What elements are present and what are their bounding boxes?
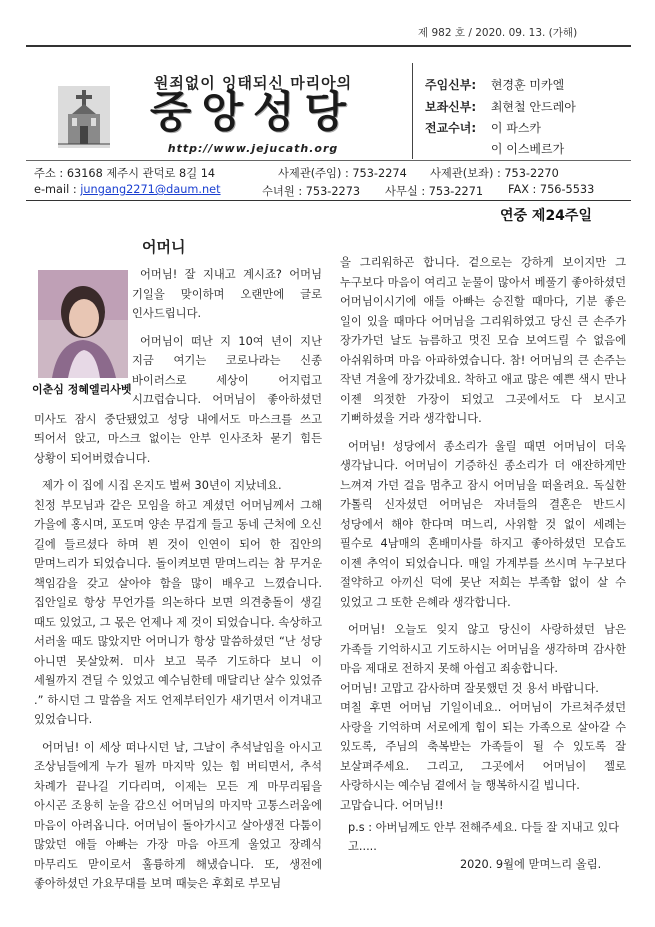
article-paragraph: 어머님! 오늘도 잊지 않고 당신이 사랑하셨던 남은 가족들 기억하시고 기도하시는 어머님을 생각하며 감사한 마음 제대로 전하지 못해 아쉽고 죄송합니다. 어머님! 고맙고 감사하며 잘못했던 것 용서 바랍니다. 며칠 후면 어머님 기일이네요.. 어머님이 가르쳐주셨던 사랑을 기억하며 서로에게 힘이 되는 가족으로 살아갈 수 있도록, 주님의 축복받는 가족들이 될 수 있도록 잘 보살펴주세요. 그리고, 그곳에서 어머님이 젤로 사랑하시는 예수님 곁에서 늘 행복하시길 빕니다. 고맙습니다. 어머님!! bbox=[340, 623, 626, 812]
staff-role: 전교수녀: bbox=[425, 121, 477, 135]
address: 주소 : 63168 제주시 관덕로 8길 14 bbox=[34, 167, 216, 180]
rectory-assistant-phone: 사제관(보좌) : 753-2270 bbox=[430, 167, 559, 180]
author-photo bbox=[38, 270, 128, 378]
newsletter-title: 중앙성당 bbox=[149, 88, 357, 138]
article-column-right bbox=[340, 253, 626, 823]
header-divider bbox=[412, 63, 413, 159]
header-rule-bottom bbox=[26, 200, 631, 201]
email-link[interactable]: jungang2271@daum.net bbox=[80, 183, 221, 196]
article-paragraph: 어머님! 이 세상 떠나시던 날, 그날이 추석날임을 아시고 조상님들에게 누가 될까 마지막 있는 힘 버티면서, 추석 차례가 끝나길 기다리며, 이제는 모든 게 마무리됨을 아시곤 조용히 눈을 감으신 어머님의 마지막 고통스러움에 마음이 아려옵니다. 어머님이 돌아가시고 살아생전 다툼이 많았던 애들 아빠는 가장 마음 아프게 울었고 장례식 마무리도 맏이로서 훌륭하게 해냈습니다. 또, 생전에 좋아하셨던 가요무대를 보며 때늦은 후회로 부모님 bbox=[34, 740, 322, 890]
staff-name: 최현철 안드레아 bbox=[490, 100, 576, 114]
staff-name: 현경훈 미카엘 bbox=[490, 78, 565, 92]
article-paragraph: 을 그리워하곤 합니다. 겉으로는 강하게 보이지만 그 누구보다 마음이 여리고 눈물이 많아서 베풀기 좋아하셨던 어머님이시기에 애들 아빠는 승진할 때마다, 기분 좋은 일이 있을 때마다 어머님을 그리워하였고 당신 큰 손주가 장가가던 날도 늠름하고 멋진 모습 보여드릴 수 없음에 아쉬워하며 마음 아파하였습니다. 참! 어머님의 큰 손주는 작년 겨울에 장가갔네요. 착하고 애교 많은 예쁜 색시 만나 이젠 의젓한 가장이 되었고 그곳에서도 다 보시고 기뻐하셨을 거라 생각합니다. bbox=[340, 256, 626, 425]
header-rule-top bbox=[26, 45, 631, 47]
article-paragraph: 어머님이 떠난 지 10여 년이 지난 지금 여기는 코로나라는 신종 바이러스로 세상이 어지럽고 시끄럽습니다. 어머님이 좋아하셨던 미사도 잠시 중단됐었고 성당 내에서도 마스크를 쓰고 띄어서 앉고, 마스크 없이는 안부 인사조차 묻기 힘든 상황이 되어버렸습니다. bbox=[34, 334, 322, 465]
staff-role: 주임신부: bbox=[425, 78, 477, 92]
staff-row-sister-2 bbox=[425, 140, 564, 157]
article-title: 어머니 bbox=[142, 238, 186, 256]
rectory-main-phone: 사제관(주임) : 753-2274 bbox=[278, 167, 407, 180]
header-rule-mid bbox=[26, 160, 631, 161]
signature: 2020. 9월에 맏며느리 올림. bbox=[460, 858, 602, 871]
article-paragraph: 제가 이 집에 시집 온지도 벌써 30년이 지났네요. 친정 부모님과 같은 모임을 하고 계셨던 어머님께서 그해 가을에 홍시며, 포도며 양손 무겁게 들고 동네 근처에 오신 길에 들르셨다 하며 뵌 것이 인연이 되어 한 집안의 맏며느리가 되었습니다. 돌이켜보면 맏며느리는 참 무거운 책임감을 갖고 살아야 함을 많이 배우고 느꼈습니다. 집안일로 항상 무언가를 의논하다 보면 의견충돌이 생길 때도 있었고, 그 몫은 언제나 제 것이 되었습니다. 속상하고 서러울 때도 많았지만 어머니가 항상 말씀하셨던 “난 성당 아니면 못살았쩌. 미사 보고 묵주 기도하다 보니 이 세월까지 견딜 수 있었고 예수님한테 매달리난 살수 있었쥬 .” 하시던 그 말씀을 저도 언제부터인가 새기면서 이겨내고 있었습니다. bbox=[34, 479, 322, 726]
website-url[interactable]: http://www.jejucath.org bbox=[167, 142, 339, 155]
liturgical-week: 연중 제24주일 bbox=[500, 208, 592, 224]
staff-row-sister bbox=[425, 119, 541, 136]
article-paragraph: 어머님! 성당에서 종소리가 울릴 때면 어머님이 더욱 생각납니다. 어머님이 기증하신 종소리가 더 애잔하게만 느껴져 가던 걸음 멈추고 잠시 어머님을 떠올려요. 독실한 가톨릭 신자셨던 어머님은 자녀들의 결혼은 반드시 성당에서 해야 한다며 며느리, 사위할 것 없이 세례는 필수로 4남매의 혼배미사를 하지고 좋아하셨던 모습도 이젠 추억이 되었습니다. 매일 가계부를 쓰시며 누구보다 절약하고 아끼신 덕에 못난 저희는 부족함 없이 살 수 있었고 그 또한 은혜라 생각합니다. bbox=[340, 439, 626, 609]
staff-name: 이 파스카 bbox=[490, 121, 542, 135]
fax-number: FAX : 756-5533 bbox=[508, 183, 595, 196]
email-label: e-mail : bbox=[34, 183, 77, 196]
church-logo-icon bbox=[58, 86, 110, 148]
convent-phone: 수녀원 : 753-2273 bbox=[262, 185, 361, 198]
article-paragraph: 어머님! 잘 지내고 계시죠? 어머님 기일을 맞이하며 오랜만에 글로 인사드립니다. bbox=[132, 268, 322, 320]
email-row bbox=[34, 183, 221, 196]
staff-row-assistant bbox=[425, 98, 576, 115]
issue-info: 제 982 호 / 2020. 09. 13. (가해) bbox=[418, 27, 578, 39]
postscript: p.s : 아버님께도 안부 전해주세요. 다들 잘 지내고 있다고..... bbox=[348, 821, 620, 853]
staff-name: 이 이스베르가 bbox=[490, 142, 565, 156]
author-caption: 이춘심 정혜엘리사벳 bbox=[32, 383, 132, 396]
office-phone: 사무실 : 753-2271 bbox=[385, 185, 484, 198]
parish-subtitle: 원죄없이 잉태되신 마리아의 bbox=[153, 74, 353, 92]
staff-row-pastor bbox=[425, 76, 564, 93]
staff-role: 보좌신부: bbox=[425, 100, 477, 114]
